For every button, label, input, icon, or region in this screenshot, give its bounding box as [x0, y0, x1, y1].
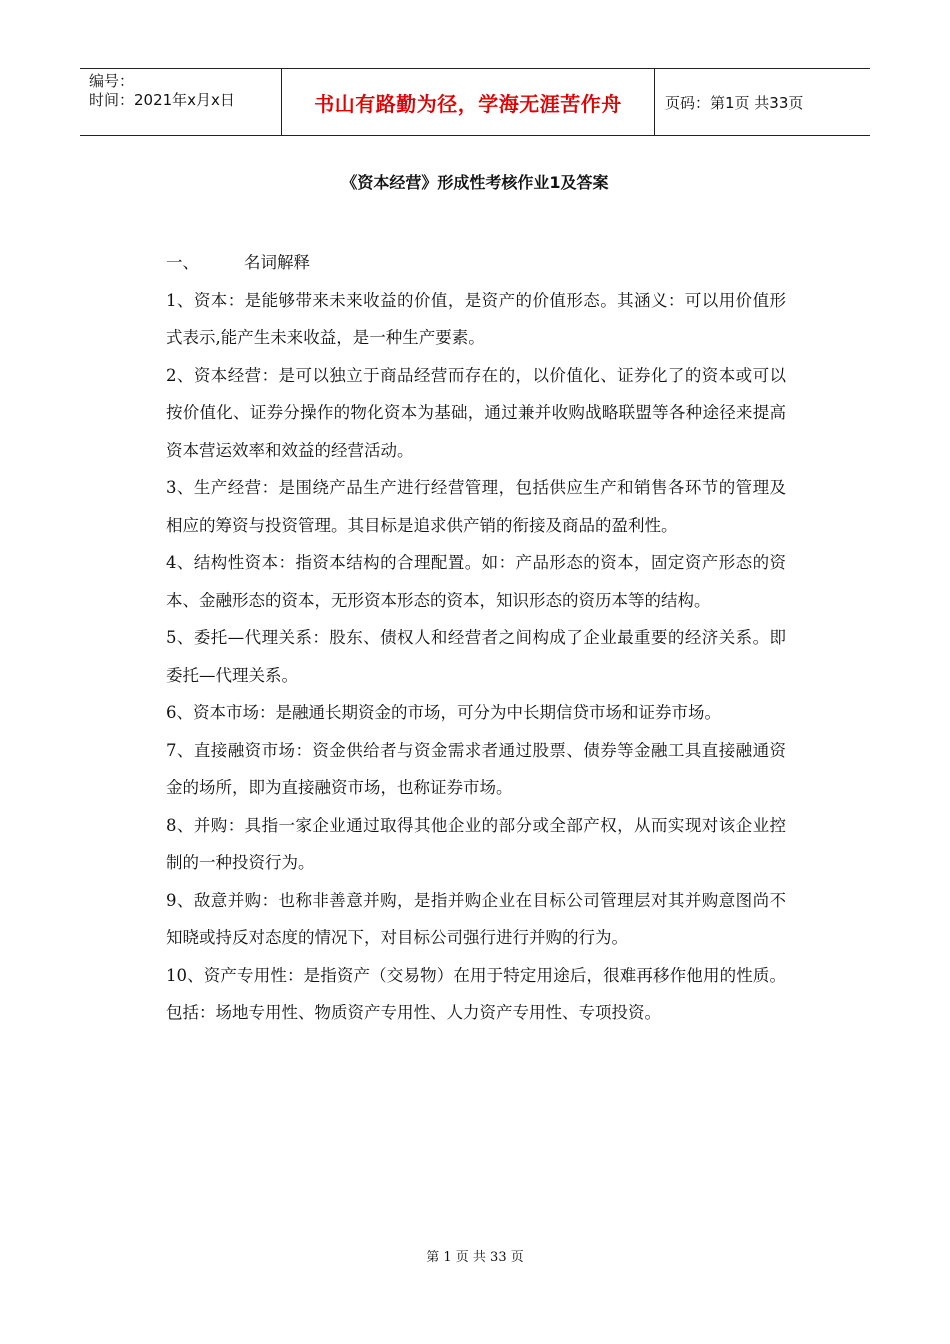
section-number: 一、 — [166, 253, 199, 272]
definition-paragraph: 9、敌意并购：也称非善意并购，是指并购企业在目标公司管理层对其并购意图尚不知晓或持反对态度的情况下，对目标公司强行进行并购的行为。 — [166, 890, 786, 947]
header-motto-cell — [281, 69, 655, 135]
definition-paragraph: 3、生产经营：是围绕产品生产进行经营管理，包括供应生产和销售各环节的管理及相应的筹资与投资管理。其目标是追求供产销的衔接及商品的盈利性。 — [166, 478, 786, 535]
definition-paragraph: 7、直接融资市场：资金供给者与资金需求者通过股票、债券等金融工具直接融通资金的场所，即为直接融资市场，也称证券市场。 — [166, 740, 786, 797]
document-title: 《资本经营》形成性考核作业1及答案 — [341, 173, 609, 192]
header-page-cell — [655, 69, 870, 135]
definition-paragraph: 2、资本经营：是可以独立于商品经营而存在的，以价值化、证券化了的资本或可以按价值化、证券分操作的物化资本为基础，通过兼并收购战略联盟等各种途径来提高资本营运效率和效益的经营活动。 — [166, 365, 786, 460]
header-meta-cell — [80, 69, 281, 135]
document-body — [166, 244, 786, 1032]
section-title: 名词解释 — [244, 253, 310, 272]
header-table — [80, 68, 870, 136]
definition-paragraph: 6、资本市场：是融通长期资金的市场，可分为中长期信贷市场和证券市场。 — [166, 703, 721, 722]
definition-paragraph: 1、资本：是能够带来未来收益的价值，是资产的价值形态。其涵义：可以用价值形式表示,能产生未来收益，是一种生产要素。 — [166, 290, 786, 347]
page-info: 页码：第1页 共33页 — [665, 93, 804, 112]
serial-label: 编号： — [89, 72, 135, 90]
page-footer: 第 1 页 共 33 页 — [426, 1250, 524, 1265]
definition-paragraph: 10、资产专用性：是指资产（交易物）在用于特定用途后，很难再移作他用的性质。包括：场地专用性、物质资产专用性、人力资产专用性、专项投资。 — [166, 965, 786, 1022]
motto-text: 书山有路勤为径，学海无涯苦作舟 — [314, 91, 622, 116]
time-label: 时间：2021年x月x日 — [89, 91, 235, 109]
definition-paragraph: 8、并购：具指一家企业通过取得其他企业的部分或全部产权，从而实现对该企业控制的一种投资行为。 — [166, 815, 786, 872]
definition-paragraph: 5、委托—代理关系：股东、债权人和经营者之间构成了企业最重要的经济关系。即委托—代理关系。 — [166, 628, 786, 685]
definition-paragraph: 4、结构性资本：指资本结构的合理配置。如：产品形态的资本，固定资产形态的资本、金融形态的资本，无形资本形态的资本，知识形态的资历本等的结构。 — [166, 553, 786, 610]
section-heading — [166, 244, 786, 282]
